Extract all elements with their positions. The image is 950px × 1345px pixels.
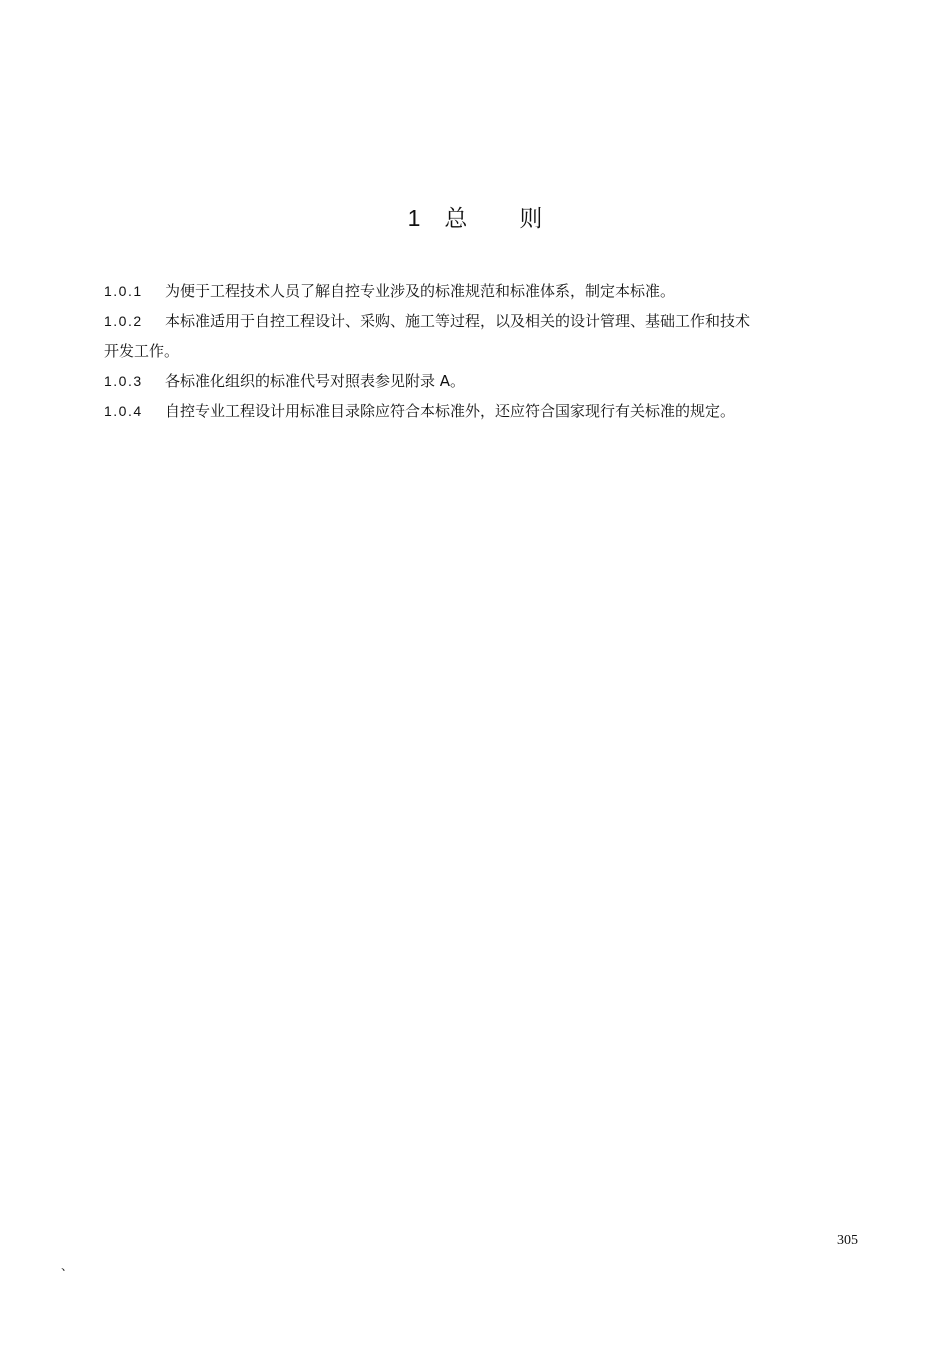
clause-number: 1.0.2 [104,313,143,329]
clause-number: 1.0.1 [104,283,143,299]
clause-list [104,276,858,426]
clause-number: 1.0.4 [104,403,143,419]
chapter-title-part1: 总 [444,206,468,232]
clause-text: 自控专业工程设计用标准目录除应符合本标准外，还应符合国家现行有关标准的规定。 [165,402,736,420]
chapter-number: 1 [407,205,421,231]
clause-1-0-2 [104,306,858,366]
clause-1-0-4 [104,396,858,426]
clause-text-continuation: 开发工作。 [104,342,180,360]
chapter-title-part2: 则 [519,206,543,232]
chapter-title [0,200,950,237]
clause-text: 各标准化组织的标准代号对照表参见附录 A。 [165,372,466,390]
page-number: 305 [837,1233,858,1248]
clause-1-0-1 [104,276,858,306]
clause-text: 本标准适用于自控工程设计、采购、施工等过程，以及相关的设计管理、基础工作和技术 [165,312,751,330]
clause-1-0-3 [104,366,858,396]
stray-mark: 、 [61,1259,74,1273]
clause-number: 1.0.3 [104,373,143,389]
clause-text: 为便于工程技术人员了解自控专业涉及的标准规范和标准体系，制定本标准。 [165,282,676,300]
